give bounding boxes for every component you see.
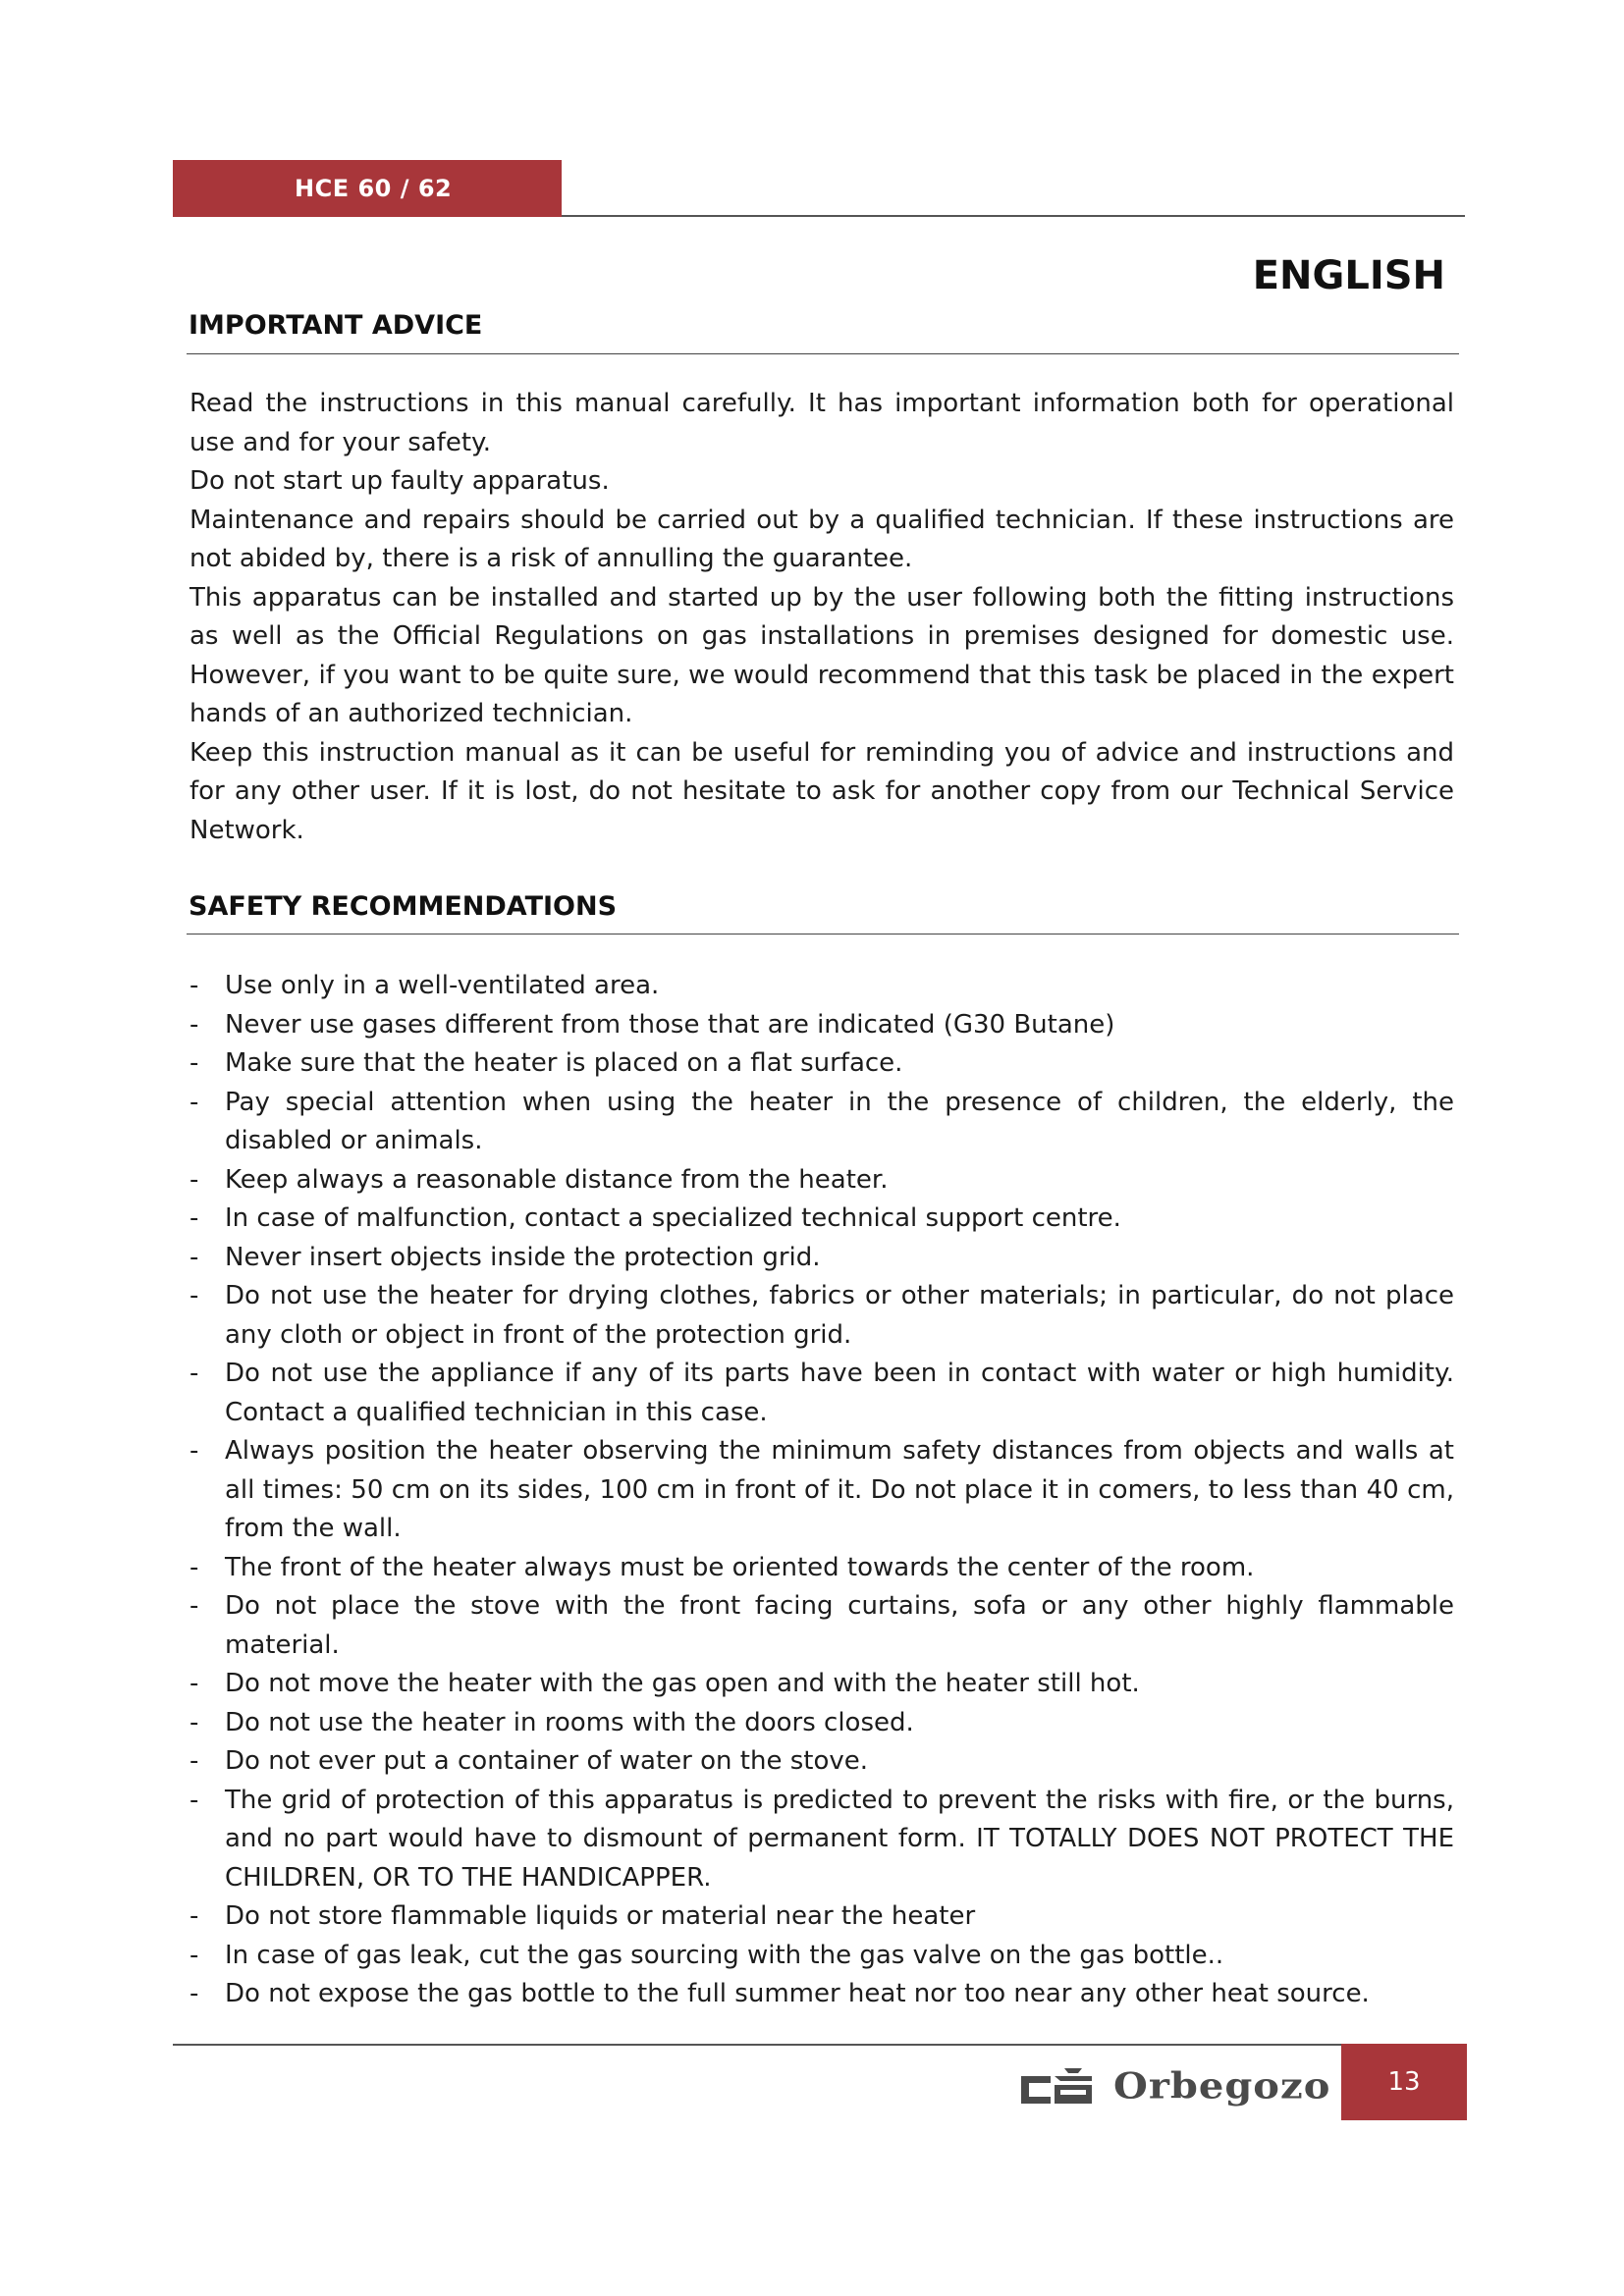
footer-rule [173,2044,1341,2046]
safety-item: - Do not use the heater in rooms with the doors closed. [189,1704,1454,1743]
safety-item: - Use only in a well-ventilated area. [189,967,1454,1006]
safety-list [189,967,1454,2014]
model-header-tab [173,160,562,217]
page-number-box [1341,2044,1467,2120]
safety-item: - Do not store flammable liquids or material near the heater [189,1897,1454,1937]
safety-item: - Make sure that the heater is placed on a flat surface. [189,1044,1454,1084]
important-advice-rule [187,353,1459,354]
advice-paragraph: Keep this instruction manual as it can be useful for reminding you of advice and instructions and for any other user. If it is lost, do not hesitate to ask for another copy from our Technical Service Network. [189,737,1454,845]
advice-paragraph: Maintenance and repairs should be carried out by a qualified technician. If these instructions are not abided by, there is a risk of annulling the guarantee. [189,505,1454,573]
model-label: HCE 60 / 62 [295,175,453,202]
brand-name: Orbegozo [1113,2064,1331,2108]
header-rule [562,215,1465,217]
advice-paragraph: Do not start up faulty apparatus. [189,466,610,496]
brand-logo [1021,2063,1330,2109]
safety-item: - Pay special attention when using the heater in the presence of children, the elderly, the disabled or animals. [189,1084,1454,1161]
safety-item: - In case of malfunction, contact a specialized technical support centre. [189,1200,1454,1239]
safety-item: - Do not use the appliance if any of its parts have been in contact with water or high humidity. Contact a qualified technician in this case. [189,1355,1454,1432]
brand-mark-icon [1021,2068,1092,2104]
page-number: 13 [1387,2067,1421,2097]
safety-item: - In case of gas leak, cut the gas sourcing with the gas valve on the gas bottle.. [189,1937,1454,1976]
safety-item: - Never insert objects inside the protection grid. [189,1239,1454,1278]
safety-item: - Do not place the stove with the front facing curtains, sofa or any other highly flammable material. [189,1587,1454,1665]
safety-item: - Never use gases different from those that are indicated (G30 Butane) [189,1006,1454,1045]
safety-item: - The front of the heater always must be oriented towards the center of the room. [189,1549,1454,1588]
safety-item: - Always position the heater observing the minimum safety distances from objects and walls at all times: 50 cm on its sides, 100 cm in front of it. Do not place it in comers, to less than 40 cm, from the wall. [189,1432,1454,1549]
safety-item: - Do not use the heater for drying clothes, fabrics or other materials; in particular, do not place any cloth or object in front of the protection grid. [189,1277,1454,1355]
safety-item: - The grid of protection of this apparatus is predicted to prevent the risks with fire, or the burns, and no part would have to dismount of permanent form. IT TOTALLY DOES NOT PROTECT THE CHILDREN, OR TO THE HANDICAPPER. [189,1782,1454,1898]
important-advice-title: IMPORTANT ADVICE [189,310,483,341]
safety-item: - Do not ever put a container of water on the stove. [189,1742,1454,1782]
safety-item: - Keep always a reasonable distance from the heater. [189,1161,1454,1201]
safety-recommendations-title: SAFETY RECOMMENDATIONS [189,891,618,922]
important-advice-body [189,385,1454,850]
advice-paragraph: This apparatus can be installed and started up by the user following both the fitting instructions as well as the Official Regulations on gas installations in premises designed for domestic use. However, if you want to be quite sure, we would recommend that this task be placed in the expert hands of an authorized technician. [189,582,1454,728]
safety-item: - Do not move the heater with the gas open and with the heater still hot. [189,1665,1454,1704]
advice-paragraph: Read the instructions in this manual carefully. It has important information both for operational use and for your safety. [189,389,1454,457]
safety-item: - Do not expose the gas bottle to the full summer heat nor too near any other heat source. [189,1975,1454,2014]
language-heading: ENGLISH [1252,253,1445,298]
